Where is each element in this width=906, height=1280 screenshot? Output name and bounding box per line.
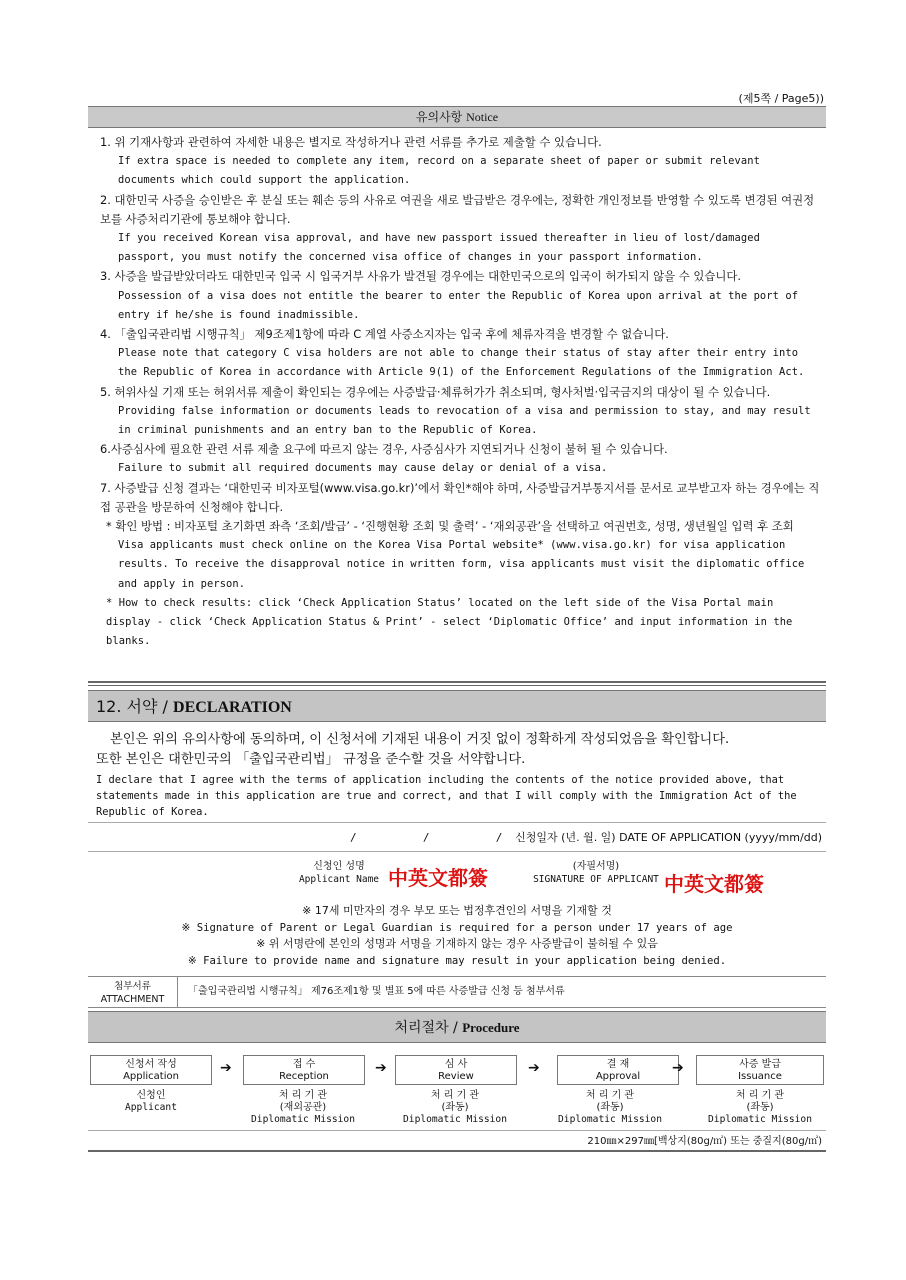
- attachment-label: [88, 977, 178, 1007]
- notice-item-7: [100, 479, 822, 517]
- step-actor-approval: [545, 1090, 675, 1126]
- declaration-header: [88, 690, 826, 722]
- notice-item-ko: 4. 「출입국관리법 시행규칙」 제9조제1항에 따라 C 계열 사증소지자는 입국 후에 체류자격을 변경할 수 없습니다.: [100, 327, 669, 342]
- notice-item-ko: 3. 사증을 발급받았더라도 대한민국 입국 시 입국거부 사유가 발견될 경우에는 대한민국으로의 입국이 허가되지 않을 수 있습니다.: [100, 269, 741, 284]
- notice-item-ko: 7. 사증발급 신청 결과는 ‘대한민국 비자포털(www.visa.go.kr)’에서 확인*해야 하며, 사증발급거부통지서를 문서로 교부받고자 하는 경우에는 직접 공관을 방문하여 신청해야 합니다.: [100, 480, 820, 514]
- paper-spec: 210㎜×297㎜[백상지(80g/㎡) 또는 중질지(80g/㎡): [88, 1130, 826, 1152]
- attachment-text: 「출입국관리법 시행규칙」 제76조제1항 및 별표 5에 따른 사증발급 신청 등 첨부서류: [188, 986, 565, 997]
- step-ko: 결 재: [606, 1059, 630, 1070]
- step-en: Issuance: [738, 1071, 782, 1082]
- step-en: Review: [438, 1071, 474, 1082]
- notice-item-6: [100, 440, 822, 478]
- step-ko: 접 수: [292, 1059, 316, 1070]
- warning-line: ※ Failure to provide name and signature may result in your application being denied.: [187, 954, 727, 967]
- date-label: 신청일자 (년. 월. 일) DATE OF APPLICATION (yyyy/mm/dd): [515, 831, 822, 844]
- notice-item-ko: 2. 대한민국 사증을 승인받은 후 분실 또는 훼손 등의 사유로 여권을 새로 발급받은 경우에는, 정확한 개인정보를 반영할 수 있도록 변경된 여권정보를 사증처리기관에 통보해야 합니다.: [100, 192, 815, 226]
- arrow-right-icon: ➔: [672, 1060, 684, 1076]
- procedure-title-en: Procedure: [462, 1020, 520, 1035]
- signature-label: [516, 860, 676, 886]
- step-ko: 신청서 작성: [125, 1059, 177, 1070]
- signature-value[interactable]: 中英文都簽: [664, 872, 764, 896]
- applicant-name-label: [284, 860, 394, 886]
- notice-item-ko: 5. 허위사실 기재 또는 허위서류 제출이 확인되는 경우에는 사증발급·체류허가가 취소되며, 형사처벌·입국금지의 대상이 될 수 있습니다.: [100, 384, 771, 399]
- notice-item-en: Please note that category C visa holders are not able to change their status of stay after their entry into the Republic of Korea in accordance with Article 9(1) of the Enforcement Regulations of the Immigration Act.: [118, 347, 805, 379]
- procedure-title-ko: 처리절차 /: [394, 1020, 458, 1036]
- notice-item-en: Failure to submit all required documents may cause delay or denial of a visa.: [118, 462, 608, 475]
- actor-en: Diplomatic Mission: [251, 1114, 355, 1125]
- warning-line: ※ Signature of Parent or Legal Guardian is required for a person under 17 years of age: [181, 921, 733, 934]
- step-application: [90, 1055, 212, 1085]
- notice-item-5: [100, 383, 822, 441]
- arrow-right-icon: ➔: [528, 1060, 540, 1076]
- declaration-title-en: DECLARATION: [173, 699, 292, 716]
- applicant-name-value[interactable]: 中英文都簽: [388, 866, 488, 890]
- declaration-en: I declare that I agree with the terms of application including the contents of the notice provided above, that statements made in this application are true and correct, and that I will comply with the Immigration Act of the Republic of Korea.: [96, 774, 797, 818]
- actor-sub: (좌동): [746, 1102, 774, 1113]
- notice-star-en: Visa applicants must check online on the Korea Visa Portal website* (www.visa.go.kr) for visa application results. To receive the disapproval notice in written form, visa applicants must visit the diplomatic office and apply in person.: [118, 539, 805, 590]
- step-actor-reception: [238, 1090, 368, 1126]
- notice-item-4: [100, 325, 822, 383]
- actor-sub: (좌동): [596, 1102, 624, 1113]
- notice-item-ko: 1. 위 기재사항과 관련하여 자세한 내용은 별지로 작성하거나 관련 서류를 추가로 제출할 수 있습니다.: [100, 135, 602, 149]
- notice-item-en: Possession of a visa does not entitle the bearer to enter the Republic of Korea upon arrival at the port of entry if he/she is found inadmissible.: [118, 289, 799, 321]
- declaration-ko-line1: 본인은 위의 유의사항에 동의하며, 이 신청서에 기재된 내용이 거짓 없이 정확하게 작성되었음을 확인합니다.: [110, 732, 730, 747]
- attachment-row: [88, 976, 826, 1008]
- step-en: Application: [123, 1071, 179, 1082]
- attachment-label-en: ATTACHMENT: [100, 994, 165, 1005]
- step-reception: [243, 1055, 365, 1085]
- arrow-right-icon: ➔: [375, 1060, 387, 1076]
- warning-line: ※ 위 서명란에 본인의 성명과 서명을 기재하지 않는 경우 사증발급이 불허될 수 있음: [256, 937, 658, 950]
- actor-ko: 처 리 기 관: [430, 1090, 480, 1101]
- notice-item-en: If you received Korean visa approval, and have new passport issued thereafter in lieu of lost/damaged passport, you must notify the concerned visa office of changes in your passport information.: [118, 232, 760, 264]
- warning-line: ※ 17세 미만자의 경우 부모 또는 법정후견인의 서명을 기재할 것: [302, 904, 612, 917]
- notice-title-ko: 유의사항: [415, 110, 463, 124]
- declaration-ko-line2: 또한 본인은 대한민국의 「출입국관리법」 규정을 준수할 것을 서약합니다.: [96, 752, 526, 767]
- step-review: [395, 1055, 517, 1085]
- actor-sub: (재외공관): [279, 1102, 327, 1113]
- signature-label-ko: (자필서명): [572, 861, 620, 872]
- actor-en: Diplomatic Mission: [708, 1114, 812, 1125]
- actor-sub: (좌동): [441, 1102, 469, 1113]
- notice-star-ko: * 확인 방법 : 비자포털 초기화면 좌측 ‘조회/발급’ - ‘진행현황 조회 및 출력’ - ‘재외공관’을 선택하고 여권번호, 성명, 생년월일 입력 후 조회: [106, 519, 794, 534]
- applicant-name-label-en: Applicant Name: [298, 874, 380, 885]
- step-en: Approval: [595, 1071, 641, 1082]
- application-date-row: [88, 822, 826, 852]
- actor-en: Diplomatic Mission: [558, 1114, 662, 1125]
- step-actor-issuance: [695, 1090, 825, 1126]
- notice-item-ko: 6.사증심사에 필요한 관련 서류 제출 요구에 따르지 않는 경우, 사증심사가 지연되거나 신청이 불허 될 수 있습니다.: [100, 442, 668, 457]
- step-actor-application: [86, 1090, 216, 1114]
- notice-list: [100, 133, 822, 651]
- step-en: Reception: [279, 1071, 329, 1082]
- date-field[interactable]: / / /: [350, 831, 503, 844]
- declaration-ko: [96, 730, 822, 770]
- step-actor-review: [390, 1090, 520, 1126]
- notice-item-2: [100, 191, 822, 268]
- procedure-header: [88, 1011, 826, 1043]
- step-ko: 심 사: [444, 1059, 468, 1070]
- notice-star2-en: * How to check results: click ‘Check Application Status’ located on the left side of the Visa Portal main display - click ‘Check Application Status & Print’ - select ‘Diplomatic Office’ and input information in the blanks.: [106, 596, 793, 648]
- step-issuance: [696, 1055, 824, 1085]
- notice-title-en: Notice: [466, 110, 499, 124]
- actor-ko: 처 리 기 관: [278, 1090, 328, 1101]
- applicant-signature-block: [88, 858, 826, 898]
- step-ko: 사증 발급: [739, 1059, 781, 1070]
- section-divider: [88, 681, 826, 686]
- page-number: (제5쪽 / Page5)): [738, 92, 824, 105]
- actor-ko: 처 리 기 관: [585, 1090, 635, 1101]
- notice-item-3: [100, 267, 822, 325]
- step-approval: [557, 1055, 679, 1085]
- applicant-name-label-ko: 신청인 성명: [313, 861, 365, 872]
- signature-label-en: SIGNATURE OF APPLICANT: [533, 874, 659, 885]
- signature-warnings: [88, 903, 826, 969]
- declaration-title-ko: 12. 서약 /: [96, 697, 168, 716]
- actor-ko: 처 리 기 관: [735, 1090, 785, 1101]
- actor-en: Diplomatic Mission: [403, 1114, 507, 1125]
- notice-item-en: Providing false information or documents leads to revocation of a visa and permission to stay, and may result in criminal punishments and an entry ban to the Republic of Korea.: [118, 404, 811, 437]
- attachment-label-ko: 첨부서류: [114, 981, 151, 992]
- notice-item-1: [100, 133, 822, 191]
- notice-item-en: If extra space is needed to complete any item, record on a separate sheet of paper or submit relevant documents which could support the application.: [118, 155, 760, 187]
- actor-ko: 신청인: [136, 1090, 166, 1101]
- actor-en: Applicant: [125, 1102, 177, 1113]
- arrow-right-icon: ➔: [220, 1060, 232, 1076]
- notice-header: [88, 106, 826, 128]
